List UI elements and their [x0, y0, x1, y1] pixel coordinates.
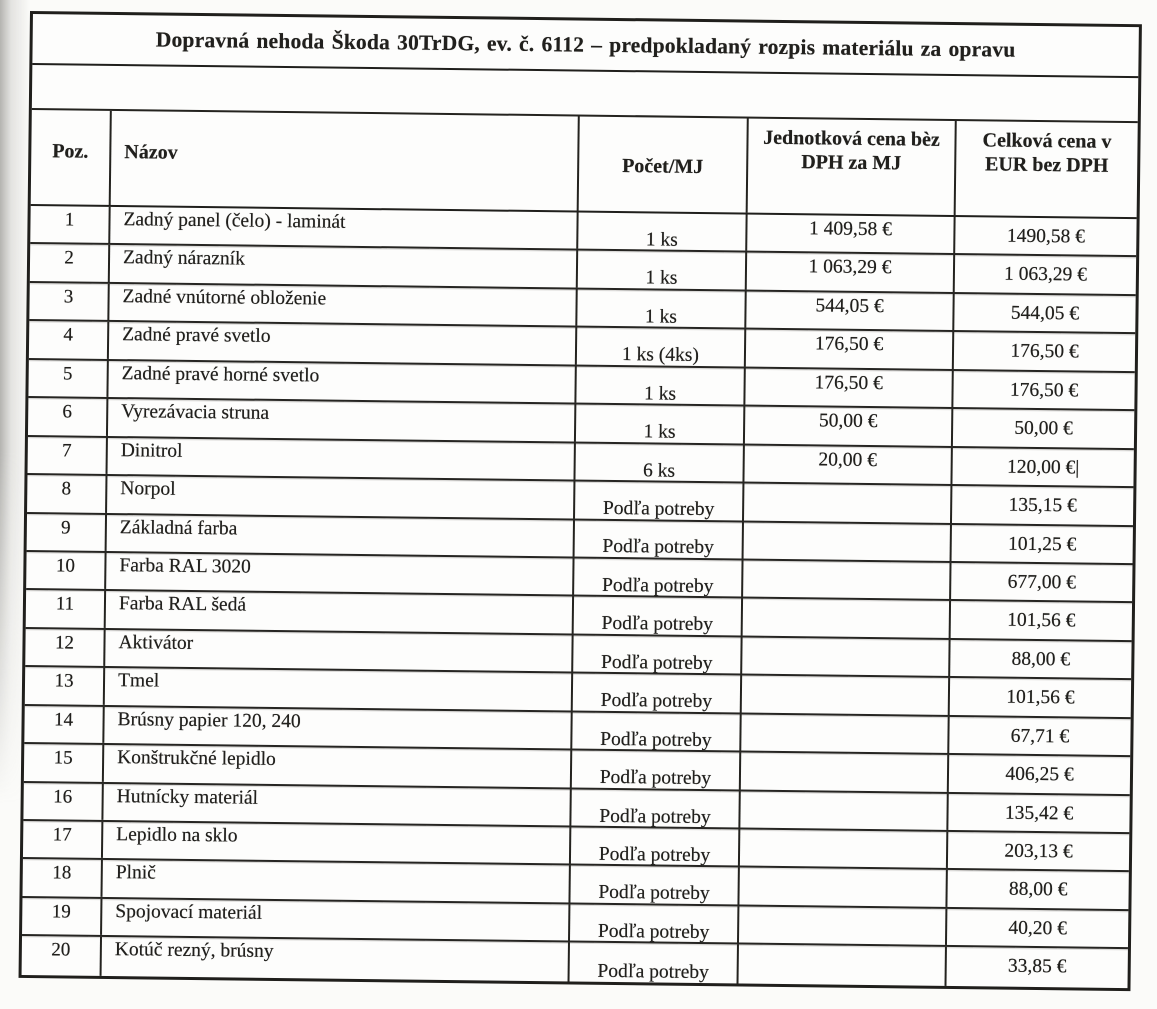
cell-total-price: 544,05 €: [1010, 302, 1080, 325]
cell-pocet-mj: 1 ks: [576, 405, 745, 443]
cell-unit-price: [744, 484, 952, 523]
cell-nazov: Zadný panel (čelo) - laminát: [110, 207, 578, 249]
cell-pocet-mj: Podľa potreby: [570, 904, 739, 942]
cell-unit-price: 1 063,29 €: [747, 253, 955, 292]
cell-total-price: 88,00 €: [1011, 648, 1071, 671]
cell-unit-price: [744, 522, 952, 561]
cell-nazov: Farba RAL šedá: [106, 591, 574, 633]
cell-pocet-mj: Podľa potreby: [570, 943, 739, 983]
cell-total-price: 677,00 €: [1007, 571, 1077, 594]
cell-nazov: Konštrukčné lepidlo: [104, 745, 572, 787]
cell-pocet-mj: 1 ks: [578, 251, 747, 289]
cell-poz: 19: [22, 898, 102, 935]
cell-poz: 1: [30, 206, 110, 243]
cell-poz: 2: [30, 244, 110, 281]
cell-total-price: 203,13 €: [1004, 840, 1073, 863]
cell-nazov: Norpol: [107, 476, 575, 518]
cell-pocet-mj: Podľa potreby: [573, 674, 742, 712]
cell-pocet-mj: Podľa potreby: [573, 635, 742, 673]
cell-poz: 9: [27, 514, 107, 551]
cell-poz: 4: [29, 321, 109, 358]
cell-nazov: Spojovací materiál: [102, 899, 570, 941]
cell-pocet-mj: 1 ks: [576, 366, 745, 404]
cell-nazov: Aktivátor: [105, 630, 573, 672]
cell-pocet-mj: Podľa potreby: [571, 789, 740, 827]
cell-unit-price: [741, 753, 949, 792]
cell-poz: 8: [27, 475, 107, 512]
cell-pocet-mj: Podľa potreby: [570, 866, 739, 904]
cell-poz: 13: [25, 667, 105, 704]
cell-unit-price: 176,50 €: [746, 330, 954, 369]
cell-poz: 5: [28, 360, 108, 397]
cell-unit-price: [739, 906, 947, 945]
cell-poz: 15: [24, 744, 104, 781]
cell-pocet-mj: 1 ks: [577, 289, 746, 327]
cell-unit-price: [743, 560, 951, 599]
cell-total-price: 135,15 €: [1008, 494, 1077, 517]
table-header-row: [31, 110, 1138, 219]
table-body: [22, 206, 1137, 988]
cell-nazov: Hutnícky materiál: [103, 783, 571, 825]
cell-total-price: 176,50 €: [1009, 379, 1079, 402]
cell-pocet-mj: Podľa potreby: [575, 520, 744, 558]
cell-total-price: 67,71 €: [1010, 725, 1070, 748]
cell-unit-price: [742, 676, 950, 715]
header-total-price: Celková cena v EUR bez DPH: [982, 129, 1112, 177]
cell-total-price: 1 063,29 €: [1003, 264, 1087, 286]
cell-unit-price: [743, 599, 951, 638]
cell-nazov: Zadný nárazník: [110, 245, 578, 287]
cell-unit-price: [739, 945, 947, 986]
cell-total-price: 1490,58 €: [1006, 225, 1086, 248]
cell-pocet-mj: Podľa potreby: [572, 751, 741, 789]
header-poz: Poz.: [31, 110, 112, 205]
cell-nazov: Brúsny papier 120, 240: [104, 707, 572, 749]
cell-poz: 17: [23, 821, 103, 858]
header-pocet-mj: Počet/MJ: [579, 117, 749, 213]
cell-total-price: 135,42 €: [1004, 802, 1074, 824]
cell-nazov: Tmel: [105, 668, 573, 710]
cell-unit-price: [740, 829, 948, 868]
cell-pocet-mj: Podľa potreby: [571, 827, 740, 865]
cell-unit-price: 20,00 €: [744, 445, 952, 484]
table-title: Dopravná nehoda Škoda 30TrDG, ev. č. 6112 – predpokladaný rozpis materiálu za opravu: [32, 14, 1139, 78]
cell-unit-price: 1 409,58 €: [747, 215, 955, 254]
header-nazov: Názov: [111, 111, 580, 211]
cell-total-price: 101,56 €: [1006, 686, 1075, 709]
cell-total-price: 406,25 €: [1005, 763, 1074, 786]
cell-nazov: Kotúč rezný, brúsny: [102, 937, 570, 981]
cell-total-price: 88,00 €: [1008, 879, 1068, 901]
cell-nazov: Zadné pravé horné svetlo: [108, 361, 576, 403]
cell-total-price: 176,50 €: [1010, 340, 1079, 363]
cell-pocet-mj: Podľa potreby: [574, 597, 743, 635]
cell-total-price: 33,85 €: [1007, 955, 1067, 978]
cell-total-price: 120,00 €|: [1006, 456, 1080, 479]
cell-total-price: 50,00 €: [1014, 417, 1073, 440]
material-breakdown-table: [19, 11, 1142, 991]
cell-unit-price: [739, 868, 947, 907]
cell-nazov: Farba RAL 3020: [106, 553, 574, 595]
cell-total-price: 101,56 €: [1007, 610, 1076, 632]
cell-nazov: Zadné pravé svetlo: [109, 322, 577, 364]
cell-poz: 12: [25, 629, 105, 666]
cell-nazov: Plnič: [102, 860, 570, 902]
cell-unit-price: [740, 791, 948, 830]
cell-poz: 11: [26, 590, 106, 627]
cell-pocet-mj: Podľa potreby: [575, 482, 744, 520]
cell-pocet-mj: 1 ks (4ks): [577, 328, 746, 366]
cell-total-price: 40,20 €: [1008, 917, 1068, 940]
cell-poz: 10: [26, 552, 106, 589]
cell-unit-price: [742, 637, 950, 676]
cell-unit-price: 50,00 €: [745, 407, 953, 446]
cell-nazov: Zadné vnútorné obloženie: [109, 284, 577, 326]
cell-pocet-mj: Podľa potreby: [572, 712, 741, 750]
cell-pocet-mj: 1 ks: [578, 213, 747, 251]
cell-poz: 3: [29, 283, 109, 320]
cell-pocet-mj: 6 ks: [575, 443, 744, 481]
cell-nazov: Základná farba: [107, 514, 575, 556]
cell-unit-price: 544,05 €: [746, 291, 954, 330]
cell-unit-price: 176,50 €: [745, 368, 953, 407]
cell-nazov: Lepidlo na sklo: [103, 822, 571, 864]
cell-poz: 14: [24, 706, 104, 743]
cell-poz: 7: [28, 437, 108, 474]
cell-nazov: Dinitrol: [108, 438, 576, 480]
header-unit-price: Jednotková cena bèz DPH za MJ: [748, 119, 957, 215]
cell-poz: 16: [23, 783, 103, 820]
cell-poz: 18: [22, 859, 102, 896]
cell-nazov: Vyrezávacia struna: [108, 399, 576, 441]
cell-poz: 6: [28, 398, 108, 435]
cell-poz: 20: [22, 936, 102, 975]
cell-unit-price: [741, 714, 949, 753]
cell-pocet-mj: Podľa potreby: [574, 558, 743, 596]
cell-total-price: 101,25 €: [1007, 533, 1077, 555]
